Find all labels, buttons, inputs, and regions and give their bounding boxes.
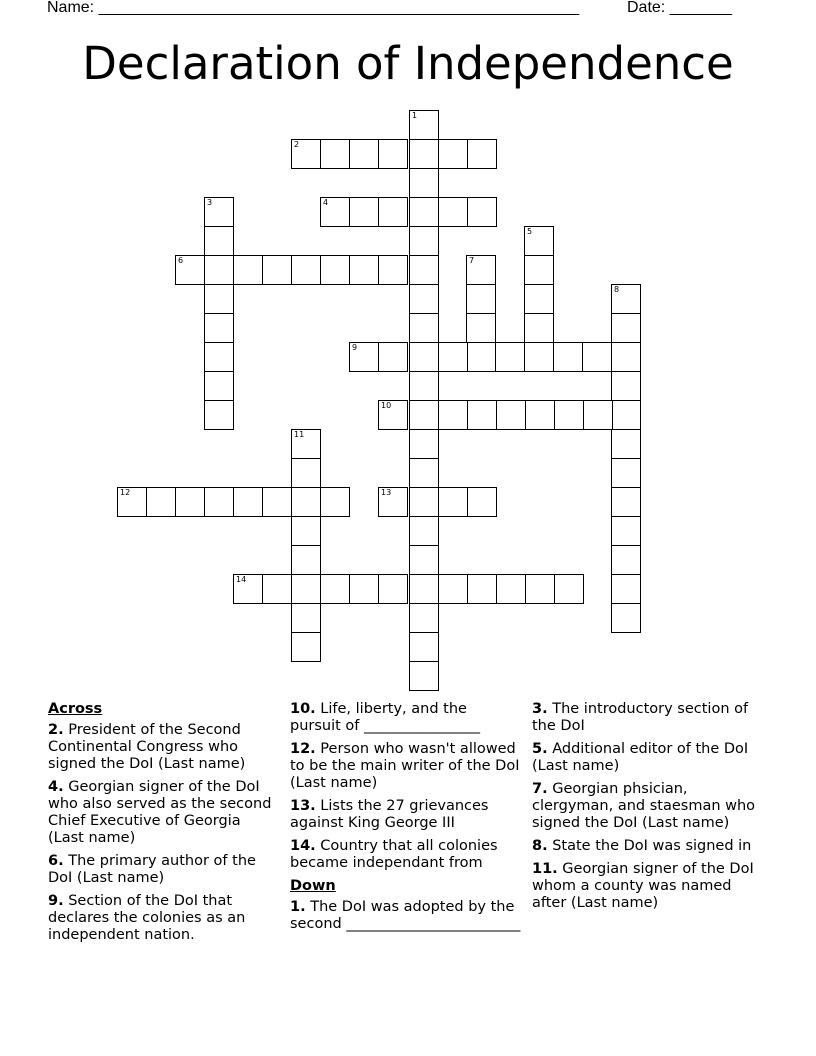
clue-number-label: 7: [469, 256, 475, 265]
grid-cell[interactable]: [409, 574, 439, 604]
grid-cell[interactable]: [204, 487, 234, 517]
grid-cell[interactable]: [409, 487, 439, 517]
grid-cell[interactable]: [204, 400, 234, 430]
clue-down-8: [532, 838, 764, 855]
grid-cell[interactable]: [611, 516, 641, 546]
clue-number: 13.: [290, 798, 316, 814]
clue-number: 10.: [290, 701, 316, 717]
clue-number-label: 13: [381, 488, 392, 497]
grid-cell[interactable]: [204, 342, 234, 372]
name-field[interactable]: Name: ______________________________________________________: [47, 0, 580, 16]
clue-text: Georgian phsician, clergyman, and staesman who signed the DoI (Last name): [532, 781, 756, 831]
grid-cell[interactable]: [409, 168, 439, 198]
clue-text: President of the Second Continental Congress who signed the DoI (Last name): [48, 722, 246, 772]
grid-cell[interactable]: [553, 342, 583, 372]
grid-cell[interactable]: [117, 487, 147, 517]
grid-cell[interactable]: [204, 313, 234, 343]
clue-across-9: [48, 893, 276, 944]
across-heading: Across: [48, 701, 103, 717]
grid-cell[interactable]: [291, 458, 321, 488]
clue-number: 12.: [290, 741, 316, 757]
clue-text: Lists the 27 grievances against King George III: [290, 798, 489, 831]
grid-cell[interactable]: [409, 110, 439, 140]
clue-number-label: 1: [412, 111, 418, 120]
grid-cell[interactable]: [438, 400, 468, 430]
clue-number: 14.: [290, 838, 316, 854]
grid-cell[interactable]: [291, 574, 321, 604]
clue-number: 7.: [532, 781, 548, 797]
grid-cell[interactable]: [467, 487, 497, 517]
grid-cell[interactable]: [525, 400, 555, 430]
grid-cell[interactable]: [467, 400, 497, 430]
grid-cell[interactable]: [262, 574, 292, 604]
grid-cell[interactable]: [438, 197, 468, 227]
grid-cell[interactable]: [524, 255, 554, 285]
clue-across-12: [290, 741, 522, 792]
grid-cell[interactable]: [349, 139, 379, 169]
clue-text: Georgian signer of the DoI whom a county was named after (Last name): [532, 861, 754, 911]
clue-across-6: [48, 853, 276, 887]
grid-cell[interactable]: [349, 197, 379, 227]
grid-cell[interactable]: [496, 400, 526, 430]
clues-column-3: [532, 701, 764, 918]
grid-cell[interactable]: [438, 342, 468, 372]
grid-cell[interactable]: [524, 226, 554, 256]
grid-cell[interactable]: [262, 487, 292, 517]
grid-cell[interactable]: [409, 400, 439, 430]
clue-across-4: [48, 779, 276, 847]
clue-text: Section of the DoI that declares the colonies as an independent nation.: [48, 893, 246, 943]
clue-down-1: [290, 899, 522, 933]
grid-cell[interactable]: [409, 255, 439, 285]
grid-cell[interactable]: [378, 197, 408, 227]
grid-cell[interactable]: [175, 487, 205, 517]
clue-number: 2.: [48, 722, 64, 738]
clue-text: The introductory section of the DoI: [532, 701, 749, 734]
grid-cell[interactable]: [349, 255, 379, 285]
grid-cell[interactable]: [378, 487, 408, 517]
grid-cell[interactable]: [320, 139, 350, 169]
clue-number-label: 11: [294, 430, 305, 439]
grid-cell[interactable]: [409, 661, 439, 691]
grid-cell[interactable]: [409, 139, 439, 169]
grid-cell[interactable]: [438, 487, 468, 517]
clue-down-11: [532, 861, 764, 912]
grid-cell[interactable]: [466, 342, 496, 372]
grid-cell[interactable]: [466, 255, 496, 285]
grid-cell[interactable]: [175, 255, 205, 285]
grid-cell[interactable]: [409, 545, 439, 575]
grid-cell[interactable]: [524, 313, 554, 343]
grid-cell[interactable]: [378, 139, 408, 169]
clue-text: The primary author of the DoI (Last name): [48, 853, 256, 886]
grid-cell[interactable]: [204, 255, 234, 285]
clue-down-5: [532, 741, 764, 775]
grid-cell[interactable]: [291, 487, 321, 517]
clue-number: 6.: [48, 853, 64, 869]
clue-number-label: 14: [236, 575, 247, 584]
clue-across-13: [290, 798, 522, 832]
grid-cell[interactable]: [291, 516, 321, 546]
grid-cell[interactable]: [524, 342, 554, 372]
grid-cell[interactable]: [378, 342, 408, 372]
grid-cell[interactable]: [611, 603, 641, 633]
clues-column-1: [48, 701, 276, 950]
date-field[interactable]: Date: _______: [627, 0, 732, 16]
grid-cell[interactable]: [611, 284, 641, 314]
grid-cell[interactable]: [204, 371, 234, 401]
clue-number-label: 2: [294, 140, 300, 149]
clue-down-3: [532, 701, 764, 735]
grid-cell[interactable]: [611, 313, 641, 343]
grid-cell[interactable]: [378, 400, 408, 430]
clue-number-label: 10: [381, 401, 392, 410]
grid-cell[interactable]: [204, 226, 234, 256]
grid-cell[interactable]: [554, 400, 584, 430]
grid-cell[interactable]: [554, 574, 584, 604]
grid-cell[interactable]: [611, 487, 641, 517]
grid-cell[interactable]: [204, 284, 234, 314]
clue-number-label: 3: [207, 198, 213, 207]
grid-cell[interactable]: [611, 400, 641, 430]
grid-cell[interactable]: [291, 429, 321, 459]
grid-cell[interactable]: [582, 342, 612, 372]
grid-cell[interactable]: [611, 458, 641, 488]
grid-cell[interactable]: [233, 487, 263, 517]
clue-down-7: [532, 781, 764, 832]
grid-cell[interactable]: [611, 545, 641, 575]
clue-text: Country that all colonies became independant from: [290, 838, 498, 871]
grid-cell[interactable]: [409, 429, 439, 459]
clue-number: 1.: [290, 899, 306, 915]
grid-cell[interactable]: [291, 632, 321, 662]
clues-column-2: [290, 701, 522, 939]
grid-cell[interactable]: [496, 574, 526, 604]
grid-cell[interactable]: [467, 139, 497, 169]
grid-cell[interactable]: [409, 197, 439, 227]
grid-cell[interactable]: [467, 574, 497, 604]
clue-number-label: 5: [527, 227, 533, 236]
grid-cell[interactable]: [409, 458, 439, 488]
grid-cell[interactable]: [409, 342, 439, 372]
clue-number-label: 6: [178, 256, 184, 265]
clue-number-label: 12: [120, 488, 131, 497]
clue-across-10: [290, 701, 522, 735]
grid-cell[interactable]: [524, 284, 554, 314]
grid-cell[interactable]: [467, 197, 497, 227]
grid-cell[interactable]: [262, 255, 292, 285]
clue-number: 5.: [532, 741, 548, 757]
grid-cell[interactable]: [611, 342, 641, 372]
grid-cell[interactable]: [409, 226, 439, 256]
clue-across-14: [290, 838, 522, 872]
clue-number-label: 9: [352, 343, 358, 352]
clue-across-2: [48, 722, 276, 773]
grid-cell[interactable]: [320, 255, 350, 285]
clue-number: 4.: [48, 779, 64, 795]
grid-cell[interactable]: [233, 255, 263, 285]
clue-text: Person who wasn't allowed to be the main writer of the DoI (Last name): [290, 741, 520, 791]
clue-number: 3.: [532, 701, 548, 717]
grid-cell[interactable]: [438, 574, 468, 604]
grid-cell[interactable]: [525, 574, 555, 604]
grid-cell[interactable]: [204, 197, 234, 227]
grid-cell[interactable]: [349, 574, 379, 604]
grid-cell[interactable]: [291, 603, 321, 633]
grid-cell[interactable]: [611, 574, 641, 604]
clue-number: 9.: [48, 893, 64, 909]
clue-number: 8.: [532, 838, 548, 854]
grid-cell[interactable]: [291, 545, 321, 575]
page-title: Declaration of Independence: [82, 37, 734, 90]
grid-cell[interactable]: [320, 487, 350, 517]
clue-text: Georgian signer of the DoI who also served as the second Chief Executive of Georgia (Last name): [48, 779, 272, 846]
grid-cell[interactable]: [438, 139, 468, 169]
grid-cell[interactable]: [378, 255, 408, 285]
grid-cell[interactable]: [611, 371, 641, 401]
grid-cell[interactable]: [233, 574, 263, 604]
grid-cell[interactable]: [349, 342, 379, 372]
grid-cell[interactable]: [466, 284, 496, 314]
clue-number-label: 8: [614, 285, 620, 294]
down-heading: Down: [290, 878, 336, 894]
grid-cell[interactable]: [409, 516, 439, 546]
clue-text: State the DoI was signed in: [552, 838, 752, 854]
grid-cell[interactable]: [409, 284, 439, 314]
grid-cell[interactable]: [320, 197, 350, 227]
clue-text: The DoI was adopted by the second ________________________: [290, 899, 521, 932]
grid-cell[interactable]: [378, 574, 408, 604]
grid-cell[interactable]: [409, 313, 439, 343]
grid-cell[interactable]: [611, 429, 641, 459]
grid-cell[interactable]: [409, 603, 439, 633]
grid-cell[interactable]: [291, 255, 321, 285]
grid-cell[interactable]: [320, 574, 350, 604]
grid-cell[interactable]: [409, 632, 439, 662]
clue-text: Additional editor of the DoI (Last name): [532, 741, 749, 774]
grid-cell[interactable]: [409, 371, 439, 401]
grid-cell[interactable]: [291, 139, 321, 169]
grid-cell[interactable]: [583, 400, 613, 430]
grid-cell[interactable]: [146, 487, 176, 517]
clue-number-label: 4: [323, 198, 329, 207]
grid-cell[interactable]: [466, 313, 496, 343]
clue-number: 11.: [532, 861, 558, 877]
clue-text: Life, liberty, and the pursuit of ________________: [290, 701, 481, 734]
grid-cell[interactable]: [495, 342, 525, 372]
